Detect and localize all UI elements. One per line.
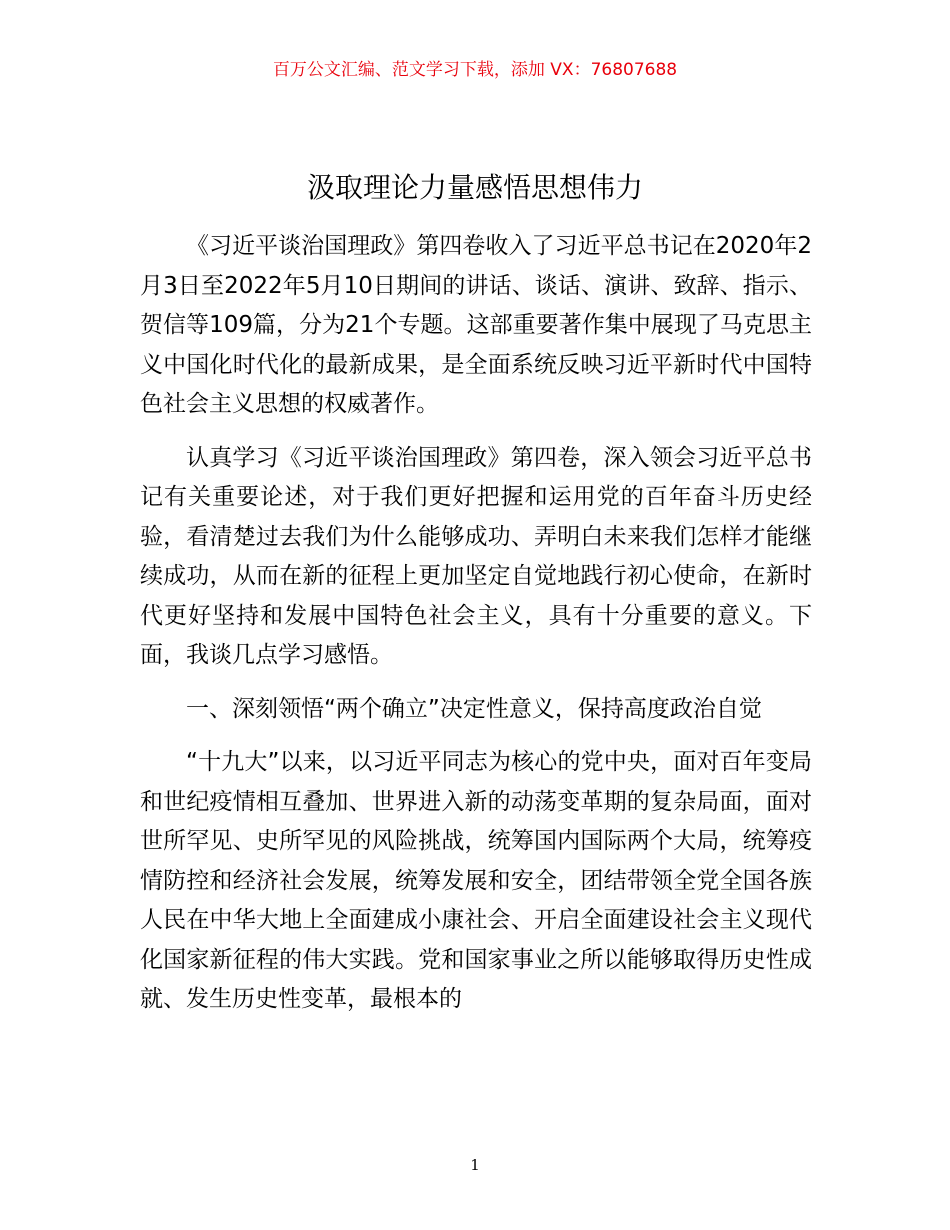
section-heading-one: 一、深刻领悟“两个确立”决定性意义，保持高度政治自觉	[186, 695, 762, 722]
paragraph-section-one: “十九大”以来，以习近平同志为核心的党中央，面对百年变局和世纪疫情相互叠加、世界进入新的动荡变革期的复杂局面，面对世所罕见、史所罕见的风险挑战，统筹国内国际两个大局，统筹疫情防控和经济社会发展，统筹发展和安全，团结带领全党全国各族人民在中华大地上全面建成小康社会、开启全面建设社会主义现代化国家新征程的伟大实践。党和国家事业之所以能够取得历史性成就、发生历史性变革，最根本的	[140, 749, 812, 1012]
header-note: 百万公文汇编、范文学习下载，添加 VX：76807688	[272, 60, 678, 80]
paragraph-significance: 认真学习《习近平谈治国理政》第四卷，深入领会习近平总书记有关重要论述，对于我们更好把握和运用党的百年奋斗历史经验，看清楚过去我们为什么能够成功、弄明白未来我们怎样才能继续成功，从而在新的征程上更加坚定自觉地践行初心使命，在新时代更好坚持和发展中国特色社会主义，具有十分重要的意义。下面，我谈几点学习感悟。	[140, 444, 812, 668]
document-title: 汲取理论力量感悟思想伟力	[306, 171, 643, 204]
document-body	[140, 227, 812, 1034]
paragraph-intro: 《习近平谈治国理政》第四卷收入了习近平总书记在2020年2月3日至2022年5月10日期间的讲话、谈话、演讲、致辞、指示、贺信等109篇，分为21个专题。这部重要著作集中展现了马克思主义中国化时代化的最新成果，是全面系统反映习近平新时代中国特色社会主义思想的权威著作。	[140, 233, 812, 417]
page-number: 1	[470, 1156, 480, 1174]
